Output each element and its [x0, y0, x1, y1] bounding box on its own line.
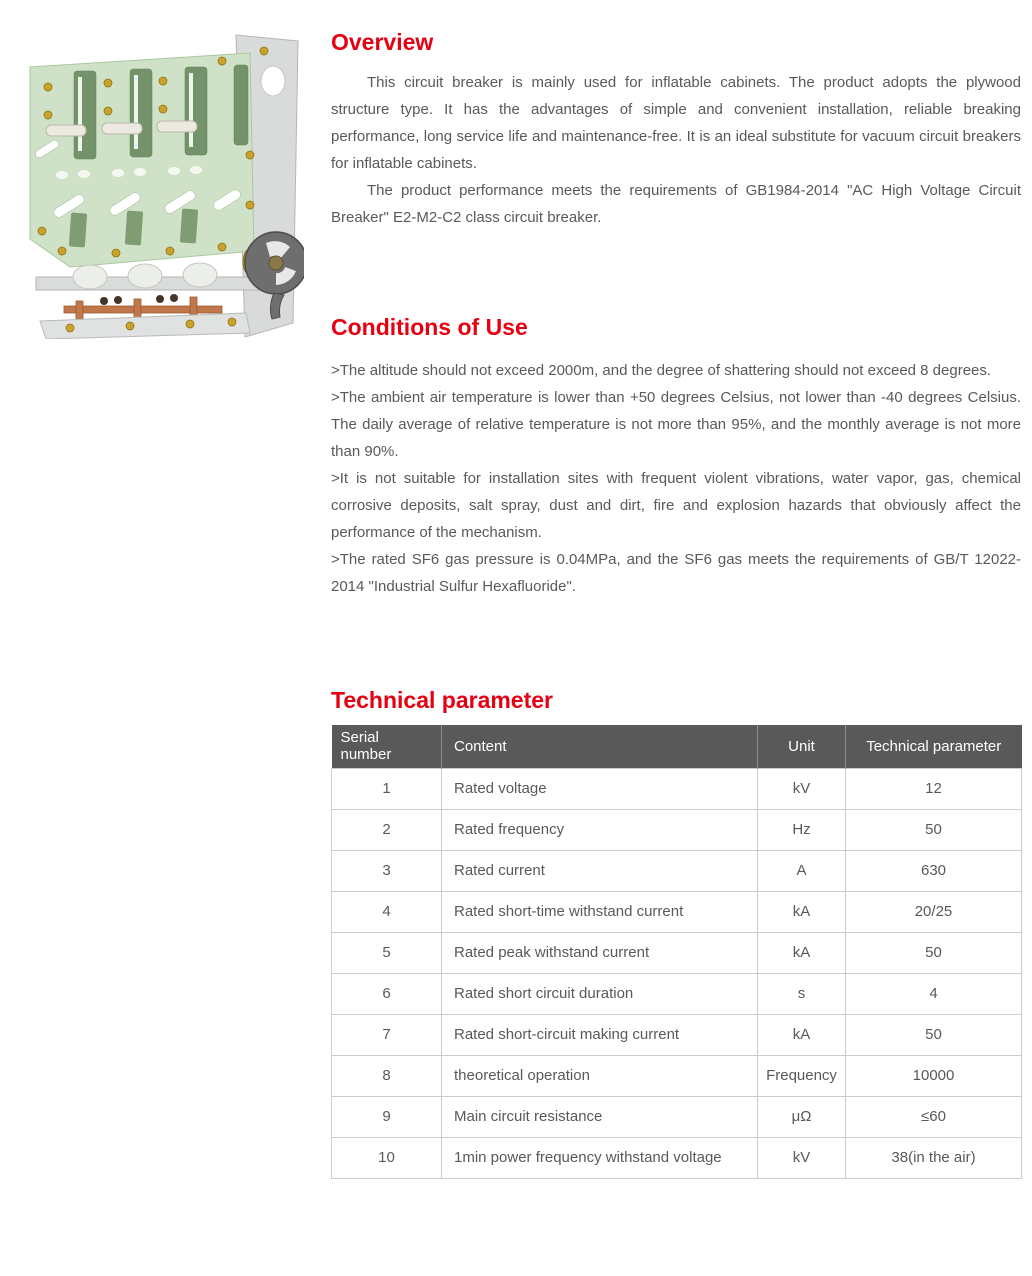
table-cell: kA	[758, 891, 846, 932]
condition-item: >The ambient air temperature is lower than +50 degrees Celsius, not lower than -40 degrees Celsius. The daily average of relative temperature is not more than 95%, and the monthly average is not more than 90%.	[331, 389, 1021, 460]
table-cell: 3	[332, 850, 442, 891]
table-cell: 38(in the air)	[846, 1137, 1022, 1178]
table-cell: 9	[332, 1096, 442, 1137]
table-cell: Rated current	[442, 850, 758, 891]
table-row	[332, 973, 1022, 1014]
table-cell: s	[758, 973, 846, 1014]
table-cell: 1min power frequency withstand voltage	[442, 1137, 758, 1178]
table-cell: 8	[332, 1055, 442, 1096]
overview-heading: Overview	[331, 29, 434, 55]
conditions-heading: Conditions of Use	[331, 314, 528, 340]
table-cell: Frequency	[758, 1055, 846, 1096]
condition-item: >The rated SF6 gas pressure is 0.04MPa, and the SF6 gas meets the requirements of GB/T 12022-2014 "Industrial Sulfur Hexafluoride".	[331, 551, 1021, 595]
product-photo	[12, 25, 304, 339]
table-row	[332, 1014, 1022, 1055]
table-cell: Rated peak withstand current	[442, 932, 758, 973]
table-cell: kA	[758, 932, 846, 973]
table-cell: kA	[758, 1014, 846, 1055]
table-cell: Rated short-time withstand current	[442, 891, 758, 932]
table-cell: ≤60	[846, 1096, 1022, 1137]
table-row	[332, 850, 1022, 891]
table-cell: Hz	[758, 809, 846, 850]
table-cell: 630	[846, 850, 1022, 891]
column-header-unit: Unit	[758, 725, 846, 768]
table-cell: 7	[332, 1014, 442, 1055]
table-cell: μΩ	[758, 1096, 846, 1137]
table-row	[332, 809, 1022, 850]
table-cell: Rated short-circuit making current	[442, 1014, 758, 1055]
table-cell: Rated short circuit duration	[442, 973, 758, 1014]
table-cell: A	[758, 850, 846, 891]
technical-parameter-table	[331, 725, 1022, 1179]
table-row	[332, 768, 1022, 809]
table-cell: theoretical operation	[442, 1055, 758, 1096]
table-cell: kV	[758, 768, 846, 809]
table-cell: Rated frequency	[442, 809, 758, 850]
table-cell: kV	[758, 1137, 846, 1178]
technical-heading: Technical parameter	[331, 687, 554, 713]
overview-paragraph: This circuit breaker is mainly used for inflatable cabinets. The product adopts the plywood structure type. It has the advantages of simple and convenient installation, reliable breaking performance, long service life and maintenance-free. It is an ideal substitute for vacuum circuit breakers for inflatable cabinets.	[331, 74, 1021, 172]
table-cell: 50	[846, 809, 1022, 850]
table-cell: 6	[332, 973, 442, 1014]
content-column	[331, 0, 1021, 1179]
conditions-list	[331, 357, 1021, 600]
table-cell: Rated voltage	[442, 768, 758, 809]
table-cell: 10	[332, 1137, 442, 1178]
table-row	[332, 932, 1022, 973]
circuit-breaker-illustration	[12, 25, 304, 339]
table-cell: 4	[332, 891, 442, 932]
table-cell: 1	[332, 768, 442, 809]
table-cell: 50	[846, 932, 1022, 973]
condition-item: >The altitude should not exceed 2000m, and the degree of shattering should not exceed 8 degrees.	[331, 362, 992, 379]
table-cell: 2	[332, 809, 442, 850]
table-row	[332, 891, 1022, 932]
condition-item: >It is not suitable for installation sites with frequent violent vibrations, water vapor, gas, chemical corrosive deposits, salt spray, dust and dirt, fire and explosion hazards that obviously affect the performance of the mechanism.	[331, 470, 1021, 541]
table-cell: 5	[332, 932, 442, 973]
table-row	[332, 1096, 1022, 1137]
column-header-content: Content	[442, 725, 758, 768]
overview-paragraphs	[331, 69, 1021, 231]
table-cell: 50	[846, 1014, 1022, 1055]
table-cell: 12	[846, 768, 1022, 809]
table-row	[332, 1055, 1022, 1096]
table-header-row	[332, 725, 1022, 768]
table-row	[332, 1137, 1022, 1178]
column-header-technical-parameter: Technical parameter	[846, 725, 1022, 768]
table-cell: 20/25	[846, 891, 1022, 932]
table-cell: 4	[846, 973, 1022, 1014]
table-cell: Main circuit resistance	[442, 1096, 758, 1137]
table-cell: 10000	[846, 1055, 1022, 1096]
overview-paragraph: The product performance meets the requirements of GB1984-2014 "AC High Voltage Circuit Breaker" E2-M2-C2 class circuit breaker.	[331, 182, 1021, 226]
table-body	[332, 768, 1022, 1178]
column-header-serial-number: Serial number	[332, 725, 442, 768]
